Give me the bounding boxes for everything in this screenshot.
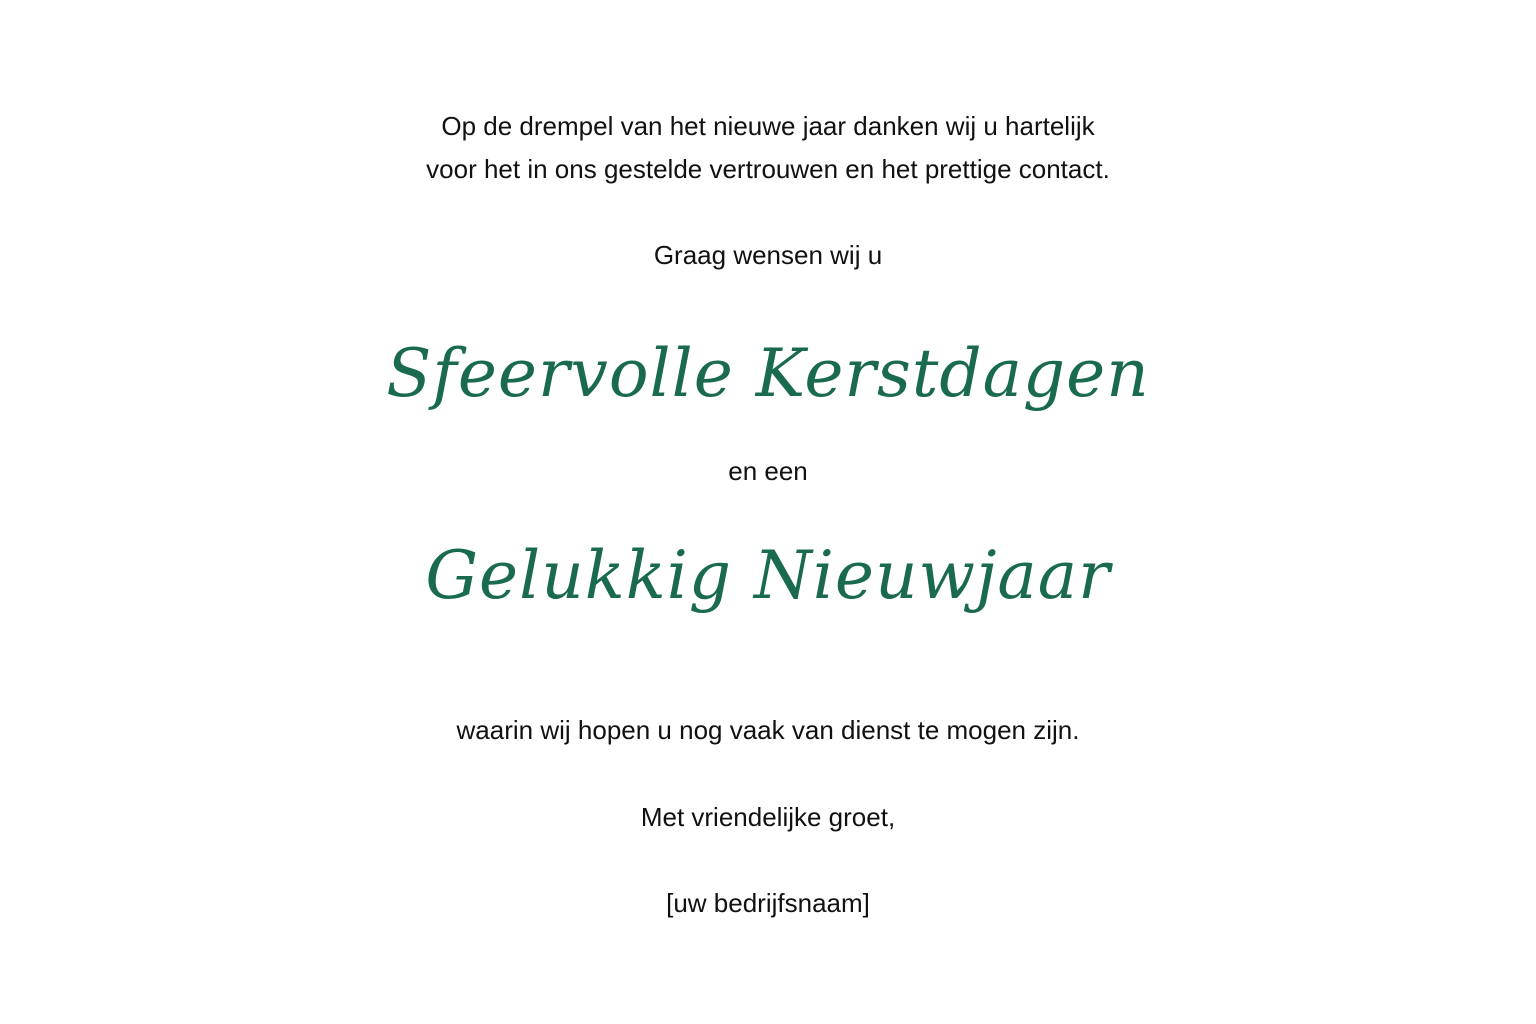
intro-line-1: Op de drempel van het nieuwe jaar danken wij u hartelijk xyxy=(441,111,1095,141)
connector-text: en een xyxy=(728,456,808,486)
greeting-new-year: Gelukkig Nieuwjaar xyxy=(425,537,1111,614)
greeting-christmas: Sfeervolle Kerstdagen xyxy=(386,335,1150,412)
sign-off: Met vriendelijke groet, xyxy=(640,802,896,832)
closing-line: waarin wij hopen u nog vaak van dienst te mogen zijn. xyxy=(456,715,1080,745)
wish-intro: Graag wensen wij u xyxy=(653,240,883,270)
intro-line-2: voor het in ons gestelde vertrouwen en het prettige contact. xyxy=(426,154,1110,184)
company-name-placeholder: [uw bedrijfsnaam] xyxy=(666,888,870,918)
